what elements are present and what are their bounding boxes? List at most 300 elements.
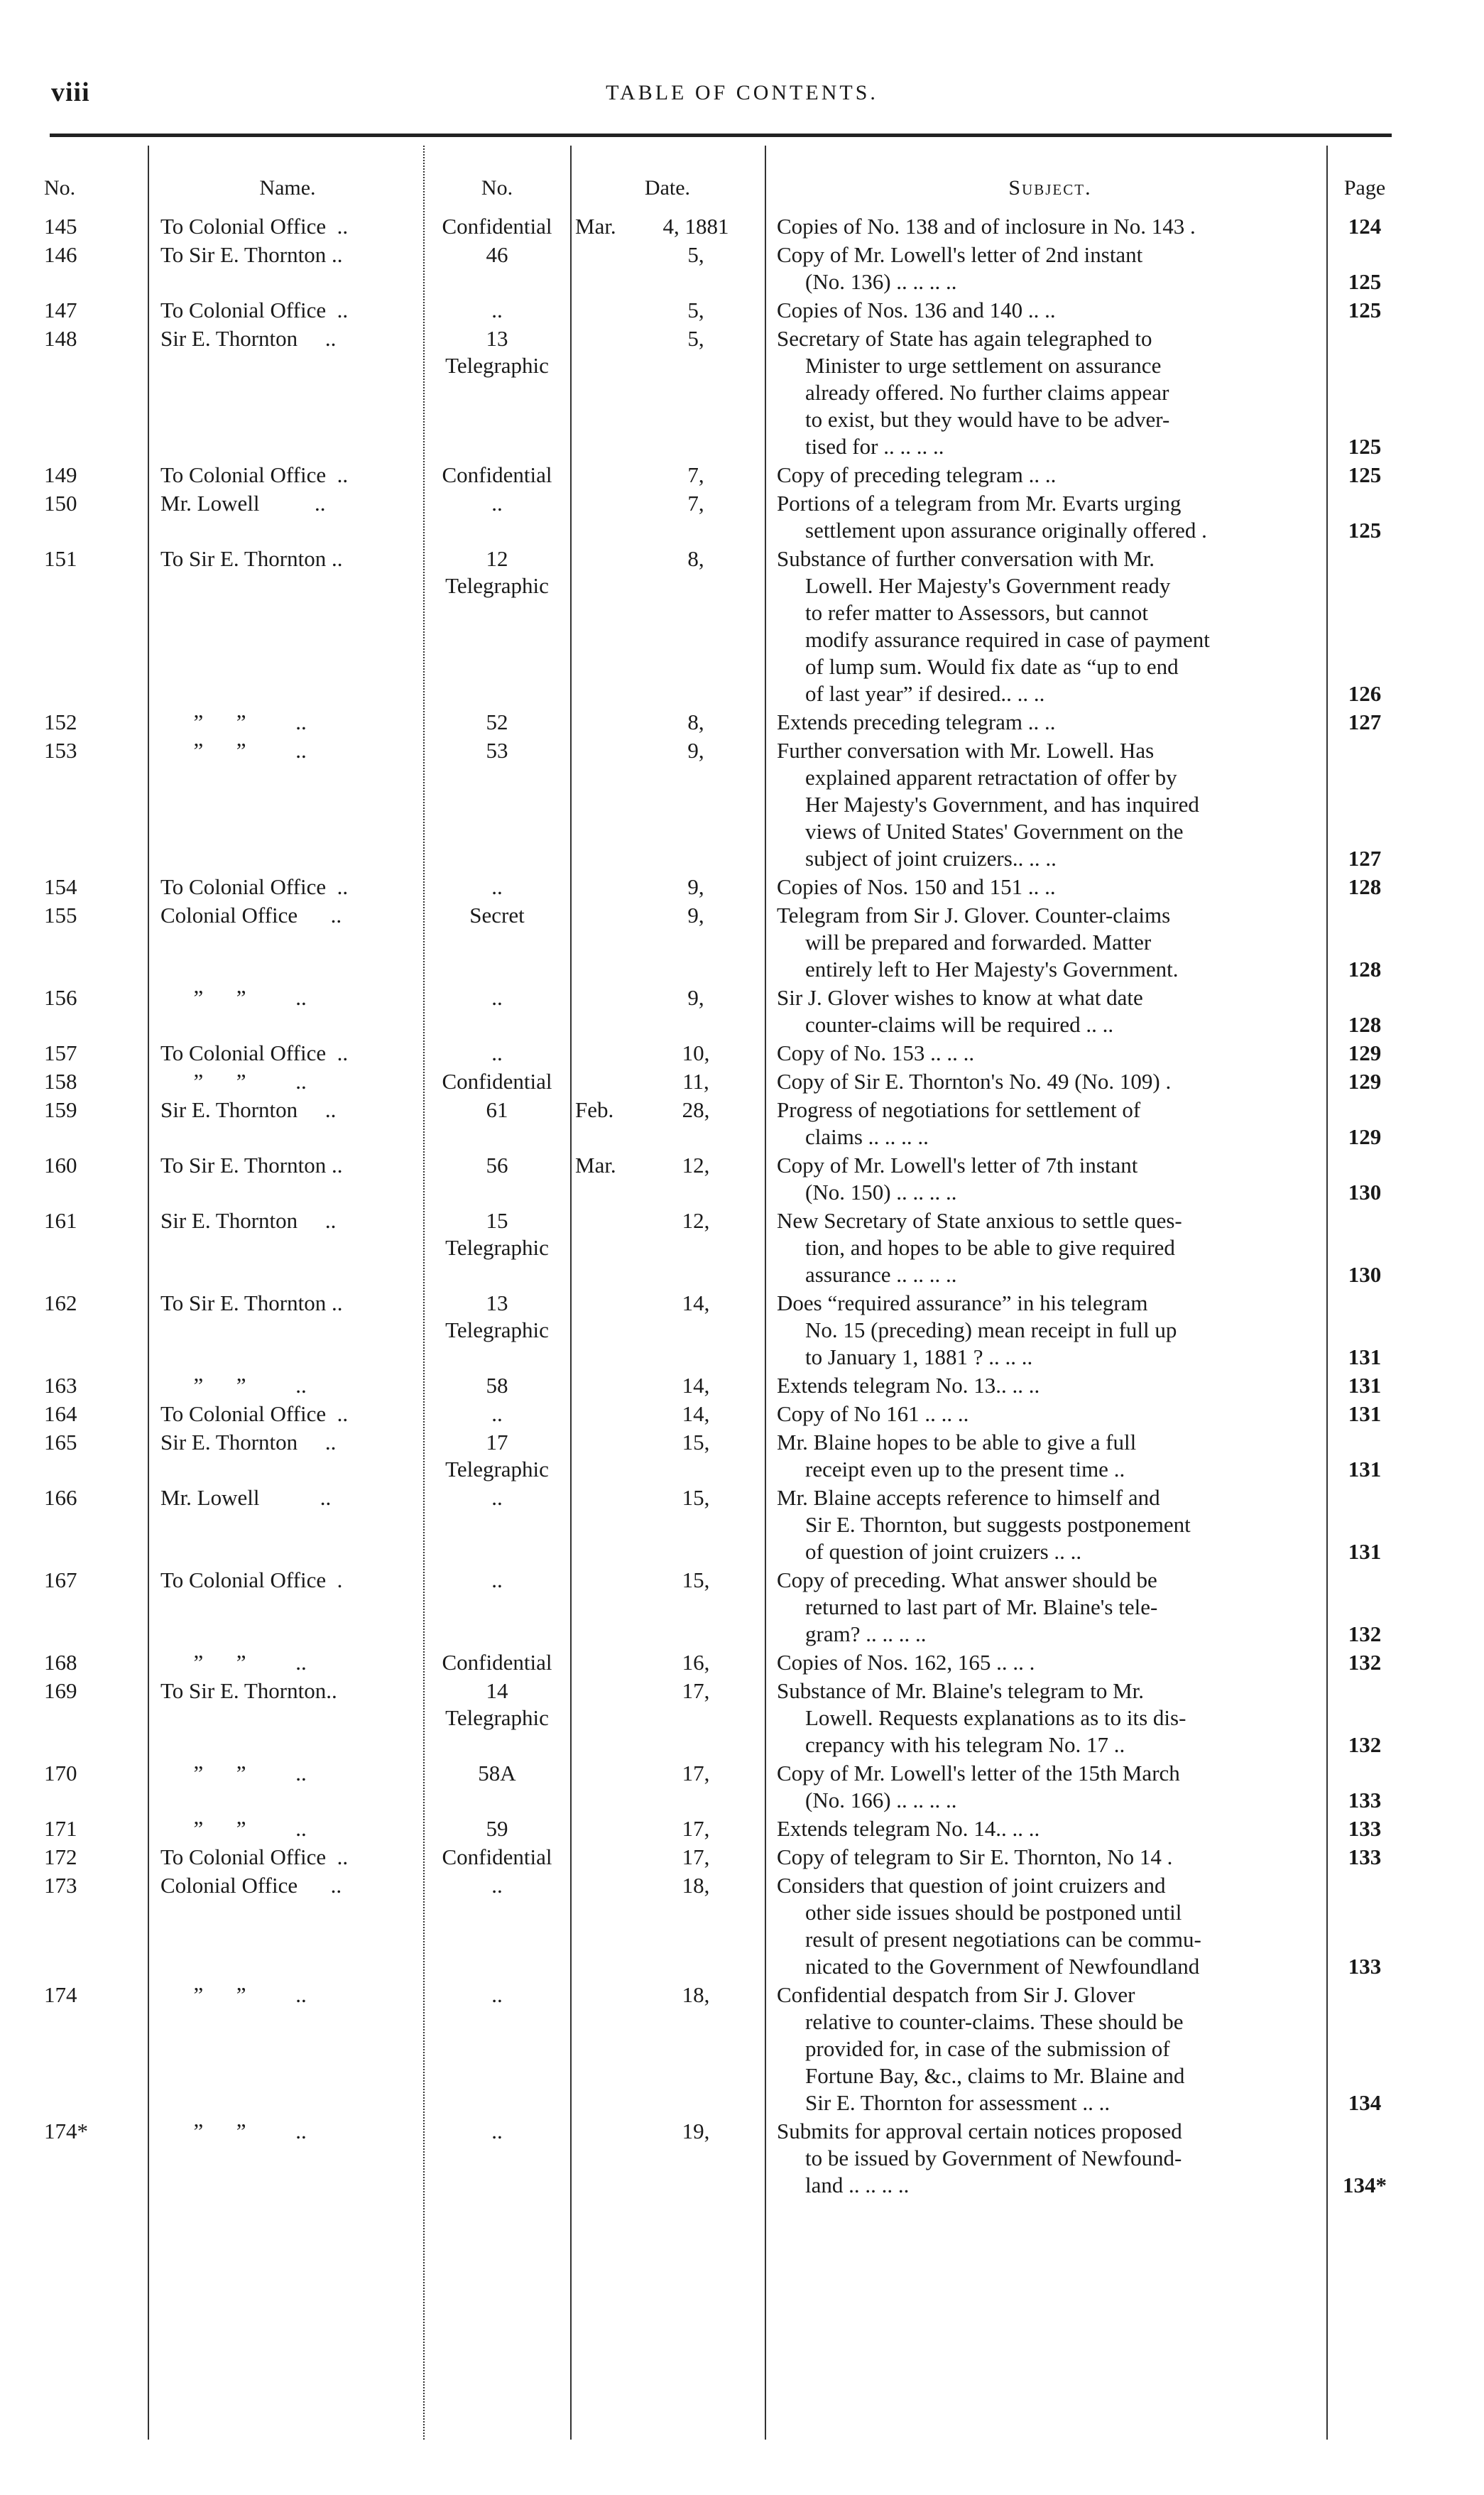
- entry-number: 160: [44, 1153, 77, 1178]
- entry-day: 18,: [682, 1982, 710, 2007]
- subject-line: of lump sum. Would fix date as “up to end: [805, 654, 1179, 679]
- despatch-number-line: 13: [486, 326, 508, 351]
- entry-day: 12,: [682, 1208, 710, 1233]
- despatch-number-line: ..: [491, 874, 503, 899]
- entry-day: 19,: [682, 2119, 710, 2143]
- entry-despatch-number: [426, 1401, 568, 1428]
- entry-name: Sir E. Thornton ..: [160, 1208, 337, 1233]
- subject-line: Copy of Sir E. Thornton's No. 49 (No. 109) .: [777, 1069, 1172, 1094]
- entry-name: ” ” ..: [160, 2119, 307, 2143]
- table-row: [0, 1068, 1484, 1095]
- subject-line: Her Majesty's Government, and has inquired: [805, 792, 1199, 817]
- entry-page: 129: [1348, 1040, 1382, 1065]
- entry-despatch-number: [426, 325, 568, 379]
- entry-despatch-number: [426, 1290, 568, 1344]
- entry-subject: [777, 1567, 1329, 1648]
- entry-month: Mar.: [575, 1153, 616, 1178]
- entry-name: To Colonial Office .: [160, 1567, 343, 1592]
- subject-line: land .. .. .. ..: [805, 2173, 910, 2197]
- subject-line: of question of joint cruizers .. ..: [805, 1539, 1082, 1564]
- entry-number: 147: [44, 298, 77, 322]
- entry-page: 134*: [1343, 2173, 1387, 2197]
- entry-name: To Sir E. Thornton..: [160, 1678, 337, 1703]
- entry-despatch-number: [426, 1097, 568, 1124]
- entry-name: To Sir E. Thornton ..: [160, 1290, 343, 1315]
- entry-name: To Colonial Office ..: [160, 298, 349, 322]
- entry-name: ” ” ..: [160, 985, 307, 1010]
- entry-despatch-number: [426, 1844, 568, 1871]
- entry-number: 157: [44, 1040, 77, 1065]
- subject-line: will be prepared and forwarded. Matter: [805, 930, 1152, 955]
- entry-number: 168: [44, 1650, 77, 1675]
- entry-subject: [777, 545, 1329, 707]
- entry-subject: [777, 241, 1329, 295]
- subject-line: Secretary of State has again telegraphed to: [777, 326, 1152, 351]
- entry-despatch-number: [426, 1872, 568, 1899]
- entry-page: 129: [1348, 1069, 1382, 1094]
- despatch-number-line: ..: [491, 1873, 503, 1898]
- entry-number: 153: [44, 738, 77, 763]
- entry-subject: [777, 1678, 1329, 1759]
- entry-page: 131: [1348, 1373, 1382, 1398]
- despatch-number-line: Telegraphic: [445, 573, 549, 598]
- entry-name: ” ” ..: [160, 1069, 307, 1094]
- subject-line: (No. 150) .. .. .. ..: [805, 1180, 957, 1205]
- entry-page: 130: [1348, 1262, 1382, 1287]
- subject-line: Copies of No. 138 and of inclosure in No. 143 .: [777, 214, 1196, 239]
- subject-line: to refer matter to Assessors, but cannot: [805, 600, 1148, 625]
- entry-despatch-number: [426, 1982, 568, 2008]
- subject-line: entirely left to Her Majesty's Government.: [805, 957, 1179, 982]
- entry-page: 132: [1348, 1650, 1382, 1675]
- subject-line: already offered. No further claims appear: [805, 380, 1169, 405]
- subject-line: (No. 166) .. .. .. ..: [805, 1788, 957, 1812]
- entry-despatch-number: [426, 1068, 568, 1095]
- entry-subject: [777, 1097, 1329, 1151]
- despatch-number-line: Confidential: [442, 1650, 552, 1675]
- entry-number: 166: [44, 1485, 77, 1510]
- entry-number: 164: [44, 1401, 77, 1426]
- table-row: [0, 1290, 1484, 1371]
- table-row: [0, 297, 1484, 324]
- despatch-number-line: ..: [491, 1567, 503, 1592]
- entry-subject: [777, 1401, 1329, 1428]
- subject-line: explained apparent retractation of offer by: [805, 765, 1177, 790]
- subject-line: relative to counter-claims. These should be: [805, 2009, 1184, 2034]
- entry-number: 162: [44, 1290, 77, 1315]
- entry-day: 15,: [682, 1567, 710, 1592]
- subject-line: crepancy with his telegram No. 17 ..: [805, 1732, 1125, 1757]
- subject-line: claims .. .. .. ..: [805, 1124, 929, 1149]
- entry-day: 17,: [682, 1844, 710, 1869]
- table-row: [0, 1401, 1484, 1428]
- table-row: [0, 1649, 1484, 1676]
- entry-despatch-number: [426, 1484, 568, 1511]
- subject-line: Substance of further conversation with Mr.: [777, 546, 1155, 571]
- entry-page: 127: [1348, 846, 1382, 871]
- table-row: [0, 1152, 1484, 1206]
- entry-subject: [777, 213, 1329, 240]
- entry-despatch-number: [426, 1815, 568, 1842]
- table-row: [0, 1760, 1484, 1814]
- entry-despatch-number: [426, 1678, 568, 1732]
- subject-line: other side issues should be postponed until: [805, 1900, 1182, 1925]
- subject-line: Copy of Mr. Lowell's letter of the 15th March: [777, 1761, 1180, 1785]
- entry-number: 161: [44, 1208, 77, 1233]
- entry-number: 174*: [44, 2119, 88, 2143]
- subject-line: Extends preceding telegram .. ..: [777, 710, 1056, 734]
- entry-day: 9,: [687, 738, 704, 763]
- column-header-number: No.: [481, 176, 513, 200]
- despatch-number-line: ..: [491, 1040, 503, 1065]
- subject-line: Copies of Nos. 150 and 151 .. ..: [777, 874, 1056, 899]
- subject-line: Does “required assurance” in his telegram: [777, 1290, 1148, 1315]
- entry-subject: [777, 490, 1329, 544]
- entry-name: ” ” ..: [160, 738, 307, 763]
- table-row: [0, 1097, 1484, 1151]
- subject-line: Submits for approval certain notices proposed: [777, 2119, 1182, 2143]
- subject-line: Considers that question of joint cruizers and: [777, 1873, 1166, 1898]
- despatch-number-line: 61: [486, 1097, 508, 1122]
- entry-page: 128: [1348, 957, 1382, 982]
- entry-page: 133: [1348, 1844, 1382, 1869]
- entry-subject: [777, 1760, 1329, 1814]
- table-row: [0, 737, 1484, 872]
- entry-number: 163: [44, 1373, 77, 1398]
- entry-despatch-number: [426, 545, 568, 599]
- entry-subject: [777, 1290, 1329, 1371]
- despatch-number-line: 52: [486, 710, 508, 734]
- subject-line: Copy of telegram to Sir E. Thornton, No 14 .: [777, 1844, 1173, 1869]
- entry-number: 151: [44, 546, 77, 571]
- subject-line: Copies of Nos. 136 and 140 .. ..: [777, 298, 1056, 322]
- table-row: [0, 902, 1484, 983]
- entry-despatch-number: [426, 874, 568, 901]
- subject-line: tised for .. .. .. ..: [805, 434, 944, 459]
- subject-line: Mr. Blaine accepts reference to himself and: [777, 1485, 1160, 1510]
- subject-line: Copy of Mr. Lowell's letter of 7th instant: [777, 1153, 1138, 1178]
- despatch-number-line: 12: [486, 546, 508, 571]
- entry-despatch-number: [426, 1760, 568, 1787]
- entry-day: 17,: [682, 1816, 710, 1841]
- despatch-number-line: 46: [486, 242, 508, 267]
- entry-subject: [777, 1040, 1329, 1067]
- subject-line: modify assurance required in case of payment: [805, 627, 1210, 652]
- despatch-number-line: Telegraphic: [445, 1235, 549, 1260]
- page-header: [0, 71, 1484, 114]
- despatch-number-line: ..: [491, 2119, 503, 2143]
- entry-name: Sir E. Thornton ..: [160, 1097, 337, 1122]
- entry-page: 133: [1348, 1816, 1382, 1841]
- entry-day: 28,: [682, 1097, 710, 1122]
- entry-page: 128: [1348, 874, 1382, 899]
- subject-line: counter-claims will be required .. ..: [805, 1012, 1114, 1037]
- despatch-number-line: Telegraphic: [445, 1317, 549, 1342]
- table-row: [0, 1040, 1484, 1067]
- entry-page: 127: [1348, 710, 1382, 734]
- column-header-page: Page: [1343, 176, 1386, 200]
- despatch-number-line: 59: [486, 1816, 508, 1841]
- despatch-number-line: Telegraphic: [445, 1457, 549, 1482]
- despatch-number-line: Confidential: [442, 462, 552, 487]
- table-row: [0, 1982, 1484, 2116]
- subject-line: settlement upon assurance originally offered .: [805, 518, 1207, 543]
- table-row: [0, 213, 1484, 240]
- entry-name: Mr. Lowell ..: [160, 1485, 332, 1510]
- entry-despatch-number: [426, 1152, 568, 1179]
- subject-line: of last year” if desired.. .. ..: [805, 681, 1045, 706]
- entry-despatch-number: [426, 902, 568, 929]
- subject-line: to exist, but they would have to be adver-: [805, 407, 1170, 432]
- subject-line: Lowell. Requests explanations as to its dis-: [805, 1705, 1186, 1730]
- entry-number: 165: [44, 1430, 77, 1455]
- subject-line: assurance .. .. .. ..: [805, 1262, 957, 1287]
- entry-subject: [777, 1815, 1329, 1842]
- despatch-number-line: 14: [486, 1678, 508, 1703]
- entry-page: 128: [1348, 1012, 1382, 1037]
- entry-subject: [777, 1982, 1329, 2116]
- entry-name: To Sir E. Thornton ..: [160, 546, 343, 571]
- entry-page: 132: [1348, 1621, 1382, 1646]
- entry-day: 8,: [687, 546, 704, 571]
- entry-page: 130: [1348, 1180, 1382, 1205]
- entry-page: 132: [1348, 1732, 1382, 1757]
- subject-line: provided for, in case of the submission of: [805, 2036, 1170, 2061]
- column-header-subject: Subject.: [1008, 176, 1092, 200]
- entry-subject: [777, 1152, 1329, 1206]
- subject-line: to be issued by Government of Newfound-: [805, 2146, 1182, 2170]
- subject-line: Copy of Mr. Lowell's letter of 2nd instant: [777, 242, 1143, 267]
- entry-day: 15,: [682, 1430, 710, 1455]
- despatch-number-line: Telegraphic: [445, 1705, 549, 1730]
- entry-despatch-number: [426, 737, 568, 764]
- table-row: [0, 545, 1484, 707]
- entry-name: To Sir E. Thornton ..: [160, 242, 343, 267]
- entry-number: 171: [44, 1816, 77, 1841]
- entry-day: 17,: [682, 1761, 710, 1785]
- subject-line: Portions of a telegram from Mr. Evarts urging: [777, 491, 1182, 516]
- entry-page: 125: [1348, 518, 1382, 543]
- entry-number: 145: [44, 214, 77, 239]
- entry-subject: [777, 1484, 1329, 1565]
- subject-line: to January 1, 1881 ? .. .. ..: [805, 1344, 1033, 1369]
- subject-line: Sir E. Thornton for assessment .. ..: [805, 2090, 1111, 2115]
- table-row: [0, 1207, 1484, 1288]
- subject-line: nicated to the Government of Newfoundland: [805, 1954, 1200, 1979]
- entry-despatch-number: [426, 1649, 568, 1676]
- subject-line: Extends telegram No. 13.. .. ..: [777, 1373, 1040, 1398]
- entry-subject: [777, 984, 1329, 1038]
- entry-despatch-number: [426, 984, 568, 1011]
- entry-name: ” ” ..: [160, 710, 307, 734]
- entry-month: Mar.: [575, 214, 616, 239]
- entry-number: 158: [44, 1069, 77, 1094]
- table-row: [0, 490, 1484, 544]
- subject-line: No. 15 (preceding) mean receipt in full up: [805, 1317, 1177, 1342]
- entry-day: 9,: [687, 903, 704, 928]
- table-row: [0, 1815, 1484, 1842]
- subject-line: Substance of Mr. Blaine's telegram to Mr.: [777, 1678, 1144, 1703]
- entry-page: 125: [1348, 298, 1382, 322]
- table-row: [0, 1678, 1484, 1759]
- despatch-number-line: Secret: [469, 903, 525, 928]
- entry-month: Feb.: [575, 1097, 614, 1122]
- entry-despatch-number: [426, 490, 568, 517]
- page-number: viii: [51, 77, 90, 107]
- subject-line: tion, and hopes to be able to give required: [805, 1235, 1175, 1260]
- entry-number: 146: [44, 242, 77, 267]
- despatch-number-line: 56: [486, 1153, 508, 1178]
- entry-name: Colonial Office ..: [160, 903, 342, 928]
- entry-day: 7,: [687, 462, 704, 487]
- entry-number: 155: [44, 903, 77, 928]
- subject-line: Telegram from Sir J. Glover. Counter-claims: [777, 903, 1171, 928]
- entry-number: 156: [44, 985, 77, 1010]
- entry-subject: [777, 1872, 1329, 1980]
- entry-despatch-number: [426, 709, 568, 736]
- subject-line: receipt even up to the present time ..: [805, 1457, 1125, 1482]
- entry-subject: [777, 1207, 1329, 1288]
- entry-name: ” ” ..: [160, 1373, 307, 1398]
- entry-number: 150: [44, 491, 77, 516]
- despatch-number-line: 58: [486, 1373, 508, 1398]
- entry-day: 9,: [687, 985, 704, 1010]
- entry-day: 15,: [682, 1485, 710, 1510]
- despatch-number-line: ..: [491, 1485, 503, 1510]
- subject-line: Further conversation with Mr. Lowell. Has: [777, 738, 1155, 763]
- entry-page: 133: [1348, 1954, 1382, 1979]
- entry-day: 5,: [687, 326, 704, 351]
- entry-subject: [777, 1429, 1329, 1483]
- table-row: [0, 462, 1484, 489]
- entry-name: To Colonial Office ..: [160, 1844, 349, 1869]
- subject-line: Fortune Bay, &c., claims to Mr. Blaine and: [805, 2063, 1185, 2088]
- entry-name: ” ” ..: [160, 1650, 307, 1675]
- table-row: [0, 1567, 1484, 1648]
- entry-subject: [777, 462, 1329, 489]
- despatch-number-line: 15: [486, 1208, 508, 1233]
- entry-subject: [777, 737, 1329, 872]
- entry-day: 10,: [682, 1040, 710, 1065]
- subject-line: Copy of preceding. What answer should be: [777, 1567, 1157, 1592]
- entry-page: 134: [1348, 2090, 1382, 2115]
- table-row: [0, 1872, 1484, 1980]
- entry-despatch-number: [426, 213, 568, 240]
- subject-line: Lowell. Her Majesty's Government ready: [805, 573, 1171, 598]
- running-title: TABLE OF CONTENTS.: [606, 81, 878, 104]
- despatch-number-line: Confidential: [442, 214, 552, 239]
- entry-despatch-number: [426, 462, 568, 489]
- entry-page: 131: [1348, 1457, 1382, 1482]
- despatch-number-line: Telegraphic: [445, 353, 549, 378]
- table-row: [0, 1844, 1484, 1871]
- entry-page: 131: [1348, 1401, 1382, 1426]
- table-row: [0, 874, 1484, 901]
- entry-subject: [777, 2118, 1329, 2199]
- entry-number: 170: [44, 1761, 77, 1785]
- entry-despatch-number: [426, 241, 568, 268]
- header-rule: [50, 134, 1392, 137]
- despatch-number-line: 13: [486, 1290, 508, 1315]
- entry-page: 131: [1348, 1539, 1382, 1564]
- despatch-number-line: 17: [486, 1430, 508, 1455]
- subject-line: Copy of No. 153 .. .. ..: [777, 1040, 975, 1065]
- entry-name: To Colonial Office ..: [160, 874, 349, 899]
- subject-line: returned to last part of Mr. Blaine's tele-: [805, 1594, 1158, 1619]
- entry-number: 148: [44, 326, 77, 351]
- table-row: [0, 241, 1484, 295]
- entry-despatch-number: [426, 1040, 568, 1067]
- entry-page: 124: [1348, 214, 1382, 239]
- subject-line: Sir J. Glover wishes to know at what date: [777, 985, 1143, 1010]
- entry-day: 11,: [682, 1069, 709, 1094]
- entry-despatch-number: [426, 1429, 568, 1483]
- entry-day: 18,: [682, 1873, 710, 1898]
- entry-name: To Colonial Office ..: [160, 1040, 349, 1065]
- entry-subject: [777, 902, 1329, 983]
- entry-name: To Colonial Office ..: [160, 214, 349, 239]
- subject-line: Copy of preceding telegram .. ..: [777, 462, 1057, 487]
- entry-day: 8,: [687, 710, 704, 734]
- column-header-name: Name.: [259, 176, 316, 200]
- entry-name: To Colonial Office ..: [160, 462, 349, 487]
- entry-day: 14,: [682, 1290, 710, 1315]
- entry-despatch-number: [426, 1372, 568, 1399]
- entry-number: 174: [44, 1982, 77, 2007]
- subject-line: result of present negotiations can be commu-: [805, 1927, 1201, 1952]
- despatch-number-line: ..: [491, 298, 503, 322]
- entry-page: 133: [1348, 1788, 1382, 1812]
- despatch-number-line: 53: [486, 738, 508, 763]
- entry-page: 125: [1348, 269, 1382, 294]
- entry-number: 169: [44, 1678, 77, 1703]
- entry-day: 12,: [682, 1153, 710, 1178]
- subject-line: Copies of Nos. 162, 165 .. .. .: [777, 1650, 1035, 1675]
- column-header-no: No.: [44, 176, 76, 200]
- entry-day: 14,: [682, 1401, 710, 1426]
- entry-day: 16,: [682, 1650, 710, 1675]
- table-row: [0, 1429, 1484, 1483]
- entry-name: Sir E. Thornton ..: [160, 1430, 337, 1455]
- entry-page: 131: [1348, 1344, 1382, 1369]
- column-header-date: Date.: [644, 176, 691, 200]
- entry-number: 172: [44, 1844, 77, 1869]
- despatch-number-line: Confidential: [442, 1069, 552, 1094]
- subject-line: (No. 136) .. .. .. ..: [805, 269, 957, 294]
- entry-subject: [777, 325, 1329, 460]
- entry-despatch-number: [426, 1207, 568, 1261]
- despatch-number-line: ..: [491, 1982, 503, 2007]
- subject-line: Confidential despatch from Sir J. Glover: [777, 1982, 1135, 2007]
- subject-line: Extends telegram No. 14.. .. ..: [777, 1816, 1040, 1841]
- entry-number: 167: [44, 1567, 77, 1592]
- entry-page: 126: [1348, 681, 1382, 706]
- entry-number: 154: [44, 874, 77, 899]
- entry-page: 125: [1348, 434, 1382, 459]
- subject-line: gram? .. .. .. ..: [805, 1621, 927, 1646]
- subject-line: Minister to urge settlement on assurance: [805, 353, 1162, 378]
- entry-name: To Sir E. Thornton ..: [160, 1153, 343, 1178]
- subject-line: Sir E. Thornton, but suggests postponement: [805, 1512, 1191, 1537]
- table-row: [0, 984, 1484, 1038]
- table-row: [0, 1484, 1484, 1565]
- despatch-number-line: Confidential: [442, 1844, 552, 1869]
- entry-subject: [777, 297, 1329, 324]
- entry-number: 149: [44, 462, 77, 487]
- despatch-number-line: ..: [491, 985, 503, 1010]
- entry-page: 129: [1348, 1124, 1382, 1149]
- entry-name: ” ” ..: [160, 1816, 307, 1841]
